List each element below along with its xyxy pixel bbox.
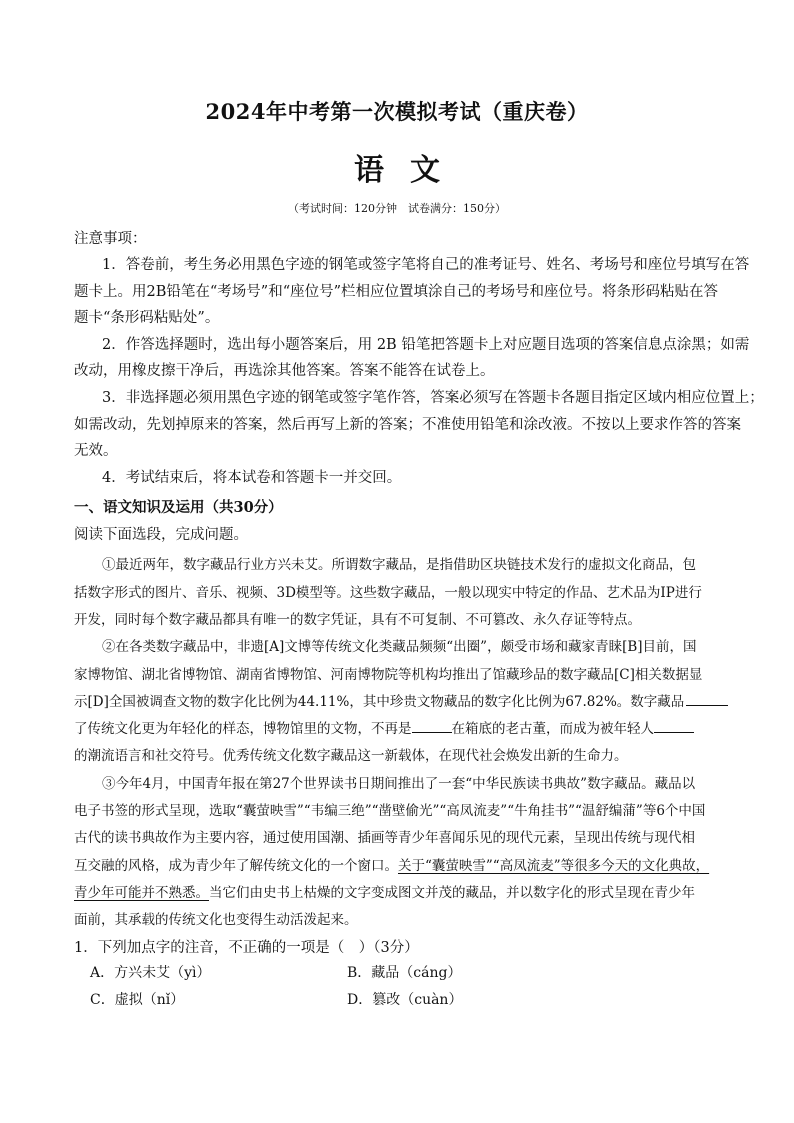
notice-line: 题卡“条形码粘贴处”。 [74, 310, 220, 326]
option-d: D．篡改（cuàn） [347, 992, 463, 1008]
notice-line: 2．作答选择题时，选出每小题答案后，用 2B 铅笔把答题卡上对应题目选项的答案信息点涂黑；如需 [102, 337, 750, 353]
passage-line: 的潮流语言和社交符号。优秀传统文化数字藏品这一新载体，在现代社会焕发出新的生命力。 [74, 748, 628, 764]
passage-text: 在箱底的老古董，而成为被年轻人 [451, 721, 654, 737]
fill-blank-2 [412, 720, 452, 733]
underlined-sentence: 青少年可能并不熟悉。 [74, 885, 209, 901]
section-heading: 一、语文知识及运用（共30分） [74, 499, 283, 516]
notice-line: 3．非选择题必须用黑色字迹的钢笔或签字笔作答，答案必须写在答题卡各题目指定区域内相应位置上； [102, 390, 764, 406]
notice-line: 题卡上。用2B铅笔在“考场号”和“座位号”栏相应位置填涂自己的考场号和座位号。将条形码粘贴在答 [74, 284, 719, 300]
subject-title: 语文 [354, 153, 466, 188]
option-a: A．方兴未艾（yì） [90, 965, 211, 981]
underlined-sentence: 关于“囊萤映雪”“高凤流麦”等很多今天的文化典故， [398, 858, 710, 874]
passage-text: 互交融的风格，成为青少年了解传统文化的一个窗口。 [74, 858, 398, 874]
passage-line-blanks [74, 717, 724, 737]
fill-blank-3 [654, 720, 694, 733]
passage-line: ②在各类数字藏品中，非遗[A]文博等传统文化类藏品频频“出圈”，颇受市场和藏家青睐[B]目前，国 [102, 639, 697, 655]
passage-line: 括数字形式的图片、音乐、视频、3D模型等。这些数字藏品，一般以现实中特定的作品、艺术品为IP进行 [74, 585, 702, 601]
passage-text: 当它们由史书上枯燥的文字变成图文并茂的藏品，并以数字化的形式呈现在青少年 [209, 885, 695, 901]
notice-line: 如需改动，先划掉原来的答案，然后再写上新的答案；不准使用铅笔和涂改液。不按以上要求作答的答案 [74, 417, 741, 433]
passage-text: 了传统文化更为年轻化的样态，博物馆里的文物，不再是 [74, 721, 412, 737]
option-c: C．虚拟（nǐ） [90, 992, 185, 1008]
notice-line: 1．答卷前，考生务必用黑色字迹的钢笔或签字笔将自己的准考证号、姓名、考场号和座位号填写在答 [102, 257, 750, 273]
passage-line-underlined [74, 881, 724, 901]
exam-title: 2024年中考第一次模拟考试（重庆卷） [205, 99, 589, 124]
option-b: B．藏品（cáng） [347, 965, 462, 981]
notice-line: 4．考试结束后，将本试卷和答题卡一并交回。 [102, 470, 402, 486]
passage-line: 面前，其承载的传统文化也变得生动活泼起来。 [74, 912, 358, 928]
notice-line: 改动，用橡皮擦干净后，再选涂其他答案。答案不能答在试卷上。 [74, 363, 495, 379]
exam-info: （考试时间：120分钟 试卷满分：150分） [288, 202, 506, 215]
passage-line: 家博物馆、湖北省博物馆、湖南省博物馆、河南博物院等机构均推出了馆藏珍品的数字藏品[C]相关数据显 [74, 667, 703, 683]
passage-line: 电子书签的形式呈现，选取“囊萤映雪”“韦编三绝”“凿壁偷光”“高凤流麦”“牛角挂书”“温舒编蒲”等6个中国 [74, 803, 706, 819]
passage-line: ③今年4月，中国青年报在第27个世界读书日期间推出了一套“中华民族读书典故”数字藏品。藏品以 [102, 776, 696, 792]
section-instruction: 阅读下面选段，完成问题。 [74, 527, 248, 543]
fill-blank-1 [686, 693, 728, 706]
notice-heading: 注意事项： [74, 231, 147, 247]
notice-line: 无效。 [74, 443, 118, 459]
passage-line: 古代的读书典故作为主要内容，通过使用国潮、插画等青少年喜闻乐见的现代元素，呈现出传统与现代相 [74, 830, 695, 846]
passage-line: 开发，同时每个数字藏品都具有唯一的数字凭证，具有不可复制、不可篡改、永久存证等特点。 [74, 612, 641, 628]
passage-line: 示[D]全国被调查文物的数字化比例为44.11%，其中珍贵文物藏品的数字化比例为67.82%。数字藏品 [74, 690, 724, 710]
passage-line-underlined [74, 854, 724, 874]
passage-line: ①最近两年，数字藏品行业方兴未艾。所谓数字藏品，是指借助区块链技术发行的虚拟文化商品，包 [102, 557, 696, 573]
question-1-stem: 1．下列加点字的注音，不正确的一项是（ ）（3分） [74, 940, 419, 956]
